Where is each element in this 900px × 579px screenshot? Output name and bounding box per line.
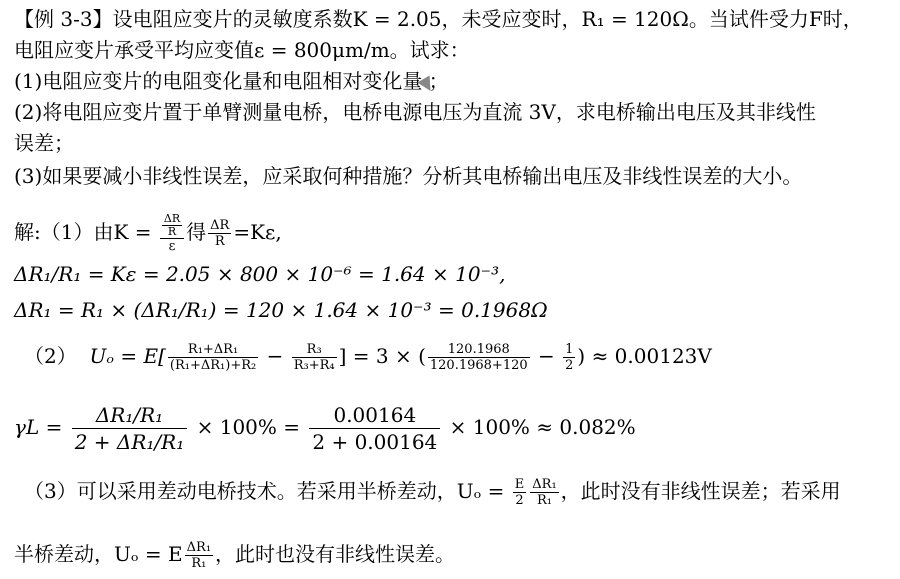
p2-fraction-2: $\frac{\text{R₃}}{\text{R₃+R₄}}$	[293, 342, 335, 373]
p2-fraction-1: $\frac{\text{R₁+ΔR₁}}{\text{(R₁+ΔR₁)+R₂}}$	[169, 342, 257, 373]
k-den: ε	[168, 239, 176, 254]
problem-line-1: 【例 3-3】设电阻应变片的灵敏度系数K = 2.05，未受应变时，R₁ = 120Ω。当试件受力F时，	[14, 7, 863, 31]
solution-part-3-line-1: （3）可以采用差动电桥技术。若采用半桥差动，Uₒ = $\frac{E}{2}$ $\frac{\text{ΔR₁}}{\text{R₁}}$ ，此时没有非线性误差；若采用	[24, 477, 841, 508]
k-inner-den: R	[167, 225, 177, 238]
p3-fraction-dr: $\frac{\text{ΔR₁}}{\text{R₁}}$	[532, 477, 557, 508]
question-2-line-2: 误差；	[14, 131, 74, 155]
k-fraction	[160, 213, 184, 254]
p2-fraction-3: $\frac{120.1968}{120.1968+120}$	[429, 342, 528, 373]
solution-step-1	[14, 213, 282, 254]
solution-step-2: ΔR₁/R₁ = Kε = 2.05 × 800 × 10⁻⁶ = 1.64 × 10⁻³,	[14, 262, 506, 286]
s1-suffix: =Kε,	[233, 220, 282, 244]
p3b-fraction-dr: $\frac{\text{ΔR₁}}{\text{R₁}}$	[186, 540, 212, 571]
k-inner-num: ΔR	[163, 212, 181, 225]
s1-prefix: 解:（1）由K =	[14, 220, 158, 244]
gamma-fraction-2: $\frac{0.00164}{2 + 0.00164}$	[309, 402, 440, 455]
s1-mid: 得	[186, 220, 207, 244]
p3-fraction-e2: $\frac{E}{2}$	[514, 477, 525, 508]
p2-fraction-4: $\frac{1}{2}$	[565, 342, 574, 373]
problem-line-2: 电阻应变片承受平均应变值ε = 800μm/m。试求：	[14, 38, 470, 62]
nonlinearity-error: γL = $\frac{\text{ΔR₁/R₁}}{\text{2 + ΔR₁/R₁}}$ × 100% = $\frac{0.00164}{2 + 0.00164}$ × 100% ≈ 0.082%	[14, 403, 636, 454]
question-3: (3)如果要减小非线性误差，应采取何种措施？分析其电桥输出电压及非线性误差的大小。	[14, 164, 803, 188]
p2-uo: Uₒ = E[	[89, 344, 166, 368]
dr-r-fraction: $\frac{\Delta R}{R}$	[210, 218, 230, 249]
solution-step-3: ΔR₁ = R₁ × (ΔR₁/R₁) = 120 × 1.64 × 10⁻³ = 0.1968Ω	[14, 298, 548, 322]
p2-label: （2）	[24, 344, 77, 368]
question-2-line-1: (2)将电阻应变片置于单臂测量电桥，电桥电源电压为直流 3V，求电桥输出电压及其非线性	[14, 100, 816, 124]
gamma-fraction-1: $\frac{\text{ΔR₁/R₁}}{\text{2 + ΔR₁/R₁}}$	[72, 402, 188, 455]
solution-part-2-output-voltage: （2） Uₒ = E[ $\frac{\text{R₁+ΔR₁}}{\text{(R₁+ΔR₁)+R₂}}$ − $\frac{\text{R₃}}{\text{R₃+R₄}}$ ] = 3 × ( $\frac{120.1968}{120.1968+120}$ − $\frac{1}{2}$ ) ≈ 0.00123V	[24, 342, 712, 373]
solution-part-3-line-2: 半桥差动，Uₒ = E $\frac{\text{ΔR₁}}{\text{R₁}}$ ，此时也没有非线性误差。	[14, 540, 456, 571]
question-1: (1)电阻应变片的电阻变化量和电阻相对变化量 ；	[14, 69, 449, 93]
